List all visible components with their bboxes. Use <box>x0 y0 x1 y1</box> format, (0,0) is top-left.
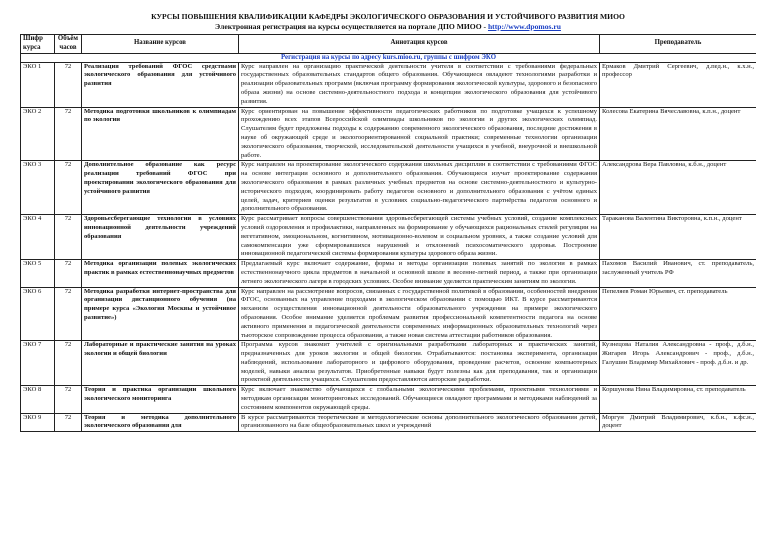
course-code: ЭКО 4 <box>21 215 55 260</box>
course-annotation: Курс направлен на организацию практической деятельности учителя в соответствии с требованиями федеральных государственных образовательных стандартов общего образования. Обучающиеся овладеют технологиями разработки и реализации образовательных программ (включая программу формирования экологической культуры, здорового и безопасного образа жизни) на основе системно-деятельностного подхода и концепции экологического образования для устойчивого развития. <box>239 62 600 107</box>
course-annotation: Предлагаемый курс включает содержание, формы и методы организации полевых занятий по экологии в рамках естественнонаучного цикла предметов в начальной и основной школе в весенне-летний период, а также при организации летнего экологического лагеря в городских условиях. Особое внимание уделяется практическим занятиям по экологии. <box>239 260 600 287</box>
course-annotation: Курс ориентирован на повышение эффективности педагогических работников по подготовке учащихся к успешному прохождению всех этапов Всероссийской олимпиады школьников по экологии и других экологических олимпиад. Слушателям будет предложены подходы к содержанию современного экологического образования, последние достижения в науке об окружающей среде и экологоориентированной социальной практики; современные технологии организации экологического образования, творческой, исследовательской деятельности учащихся в учебной, внеурочной и внешкольной работе. <box>239 107 600 161</box>
table-row <box>21 287 757 341</box>
course-name: Теория и методика дополнительного экологического образования для <box>82 413 239 432</box>
col-header-teacher: Преподаватель <box>600 35 757 54</box>
table-row <box>21 341 757 386</box>
course-name: Дополнительное образование как ресурс реализации требований ФГОС при проектировании экологического образования для устойчивого развития <box>82 161 239 215</box>
course-name: Методика разработки интернет-пространства для организации дистанционного обучения (на примере курса «Экология Москвы и устойчивое развитие») <box>82 287 239 341</box>
document-page <box>20 12 756 543</box>
course-code: ЭКО 3 <box>21 161 55 215</box>
course-teacher: Пахомов Василий Иванович, ст. преподаватель, заслуженный учитель РФ <box>600 260 757 287</box>
course-code: ЭКО 9 <box>21 413 55 432</box>
course-code: ЭКО 8 <box>21 386 55 413</box>
course-hours: 72 <box>55 260 82 287</box>
course-hours: 72 <box>55 62 82 107</box>
group-label-row <box>21 53 757 62</box>
table-row <box>21 413 757 432</box>
course-teacher: Александрова Вера Павловна, к.б.н., доцент <box>600 161 757 215</box>
portal-link[interactable]: http://www.dpomos.ru <box>487 22 561 31</box>
subtitle-text: Электронная регистрация на курсы осуществляется на портале ДПО МИОО - <box>215 22 487 31</box>
table-row <box>21 260 757 287</box>
course-name: Здоровьесберегающие технологии в условиях инновационной деятельности учреждений образования <box>82 215 239 260</box>
course-code: ЭКО 5 <box>21 260 55 287</box>
course-teacher: Тараканова Валентина Викторовна, к.п.н., доцент <box>600 215 757 260</box>
document-title: КУРСЫ ПОВЫШЕНИЯ КВАЛИФИКАЦИИ КАФЕДРЫ ЭКОЛОГИЧЕСКОГО ОБРАЗОВАНИЯ И УСТОЙЧИВОГО РАЗВИТИЯ МИОО <box>151 12 625 21</box>
table-header-row <box>21 35 757 54</box>
course-name: Методика организации полевых экологических практик в рамках естественнонаучных предметов <box>82 260 239 287</box>
course-annotation: Курс направлен на проектирование экологического содержания школьных дисциплин в соответствии с требованиями ФГОС на основе интеграции основного и дополнительного образования. Обучающиеся изучат проектирование содержания экологического образования в рамках различных учебных предметов на основе системно-деятельностного и культурно-исторического подходов, координировать работу педагогов основного и дополнительного образования с учётом единых целей, задач, критериев оценки результатов в условиях социально-педагогического партнёрства педагогов основного и дополнительного образования. <box>239 161 600 215</box>
course-teacher: Пепеляев Роман Юрьевич, ст. преподаватель <box>600 287 757 341</box>
course-name: Реализация требований ФГОС средствами экологического образования для устойчивого развития <box>82 62 239 107</box>
course-annotation: Программа курсов знакомит учителей с оригинальными разработками лабораторных и практических занятий, предназначенных для уроков экологии и общей биологии. Отрабатываются: постановка эксперимента, организация наблюдений, использование лабораторного и цифрового оборудования, проведение расчетов, освоение компьютерных моделей, навыки анализа результатов. Приобретенные навыки будут полезны как для преподавания, так и организации проектной деятельности учащихся. Слушателям предоставляются авторские разработки. <box>239 341 600 386</box>
group-label: Регистрация на курсы по адресу kurs.mioo.ru, группы с шифром ЭКО <box>21 53 757 62</box>
course-teacher: Моргун Дмитрий Владимирович, к.б.н., к.фс.н., доцент <box>600 413 757 432</box>
course-annotation: Курс рассматривает вопросы совершенствования здоровьесберегающей системы учебных условий, создание комплексных условий оздоровления и профилактики, направленных на формирование у обучающихся рациональных стилей регуляции на вегетативном, эмоциональном, когнитивном, мотивационно-волевом и социальном уровнях, а также создание условий для самокомпенсации уже сформировавшихся нарушений и отклонений психосоматического здоровья. Построение инновационной педагогической системы формирования культуры здорового образа жизни. <box>239 215 600 260</box>
col-header-hours: Объём часов <box>55 35 82 54</box>
course-hours: 72 <box>55 107 82 161</box>
course-annotation: Курс включает знакомство обучающихся с глобальными экологическими проблемами, проектными технологиями и методикам организации мониторинговых исследований. Обучающиеся овладеют программами и методиками наблюдений за состоянием компонентов окружающей среды. <box>239 386 600 413</box>
table-row <box>21 386 757 413</box>
col-header-annotation: Аннотация курсов <box>239 35 600 54</box>
table-row <box>21 62 757 107</box>
course-hours: 72 <box>55 161 82 215</box>
course-teacher: Коршунова Нина Владимировна, ст. преподаватель <box>600 386 757 413</box>
col-header-code: Шифр курса <box>21 35 55 54</box>
course-code: ЭКО 6 <box>21 287 55 341</box>
course-teacher: Ермаков Дмитрий Сергеевич, д.пед.н., к.х.н., профессор <box>600 62 757 107</box>
course-code: ЭКО 7 <box>21 341 55 386</box>
courses-table <box>20 34 756 432</box>
course-teacher: Кузнецова Наталия Александровна - проф., д.б.н., Жигарев Игорь Александрович - проф., д.б.н., Галушин Владимир Михайлович - проф. д.б.н. и др. <box>600 341 757 386</box>
course-hours: 72 <box>55 386 82 413</box>
course-hours: 72 <box>55 413 82 432</box>
course-hours: 72 <box>55 287 82 341</box>
table-row <box>21 161 757 215</box>
course-name: Методика подготовки школьников к олимпиадам по экологии <box>82 107 239 161</box>
course-annotation: Курс направлен на рассмотрение вопросов, связанных с государственной политикой в образовании, особенностей внедрения ФГОС, основанных на управление подходами в экологическом образовании с помощью ИКТ. В курсе рассматриваются механизм осуществления инновационной деятельности образовательного учреждения на примере экологического образования. Особое внимание уделяется проблемам развития профессиональной компетентности педагога на основе активного применения в педагогической деятельности современных информационных образовательных технологий через тьюторское сопровождение процесса образования, а также новая система аттестации работников образования. <box>239 287 600 341</box>
table-row <box>21 107 757 161</box>
document-subtitle <box>20 22 756 32</box>
table-row <box>21 215 757 260</box>
course-name: Лабораторные и практические занятия на уроках экологии и общей биологии <box>82 341 239 386</box>
course-annotation: В курсе рассматриваются теоретические и методологические основы дополнительного экологического образования детей, организованного на базе общеобразовательных школ и учреждений <box>239 413 600 432</box>
course-teacher: Колесова Екатерина Вячеславовна, к.п.н., доцент <box>600 107 757 161</box>
col-header-name: Название курсов <box>82 35 239 54</box>
course-code: ЭКО 2 <box>21 107 55 161</box>
course-hours: 72 <box>55 215 82 260</box>
course-name: Теория и практика организации школьного экологического мониторинга <box>82 386 239 413</box>
course-code: ЭКО 1 <box>21 62 55 107</box>
course-hours: 72 <box>55 341 82 386</box>
